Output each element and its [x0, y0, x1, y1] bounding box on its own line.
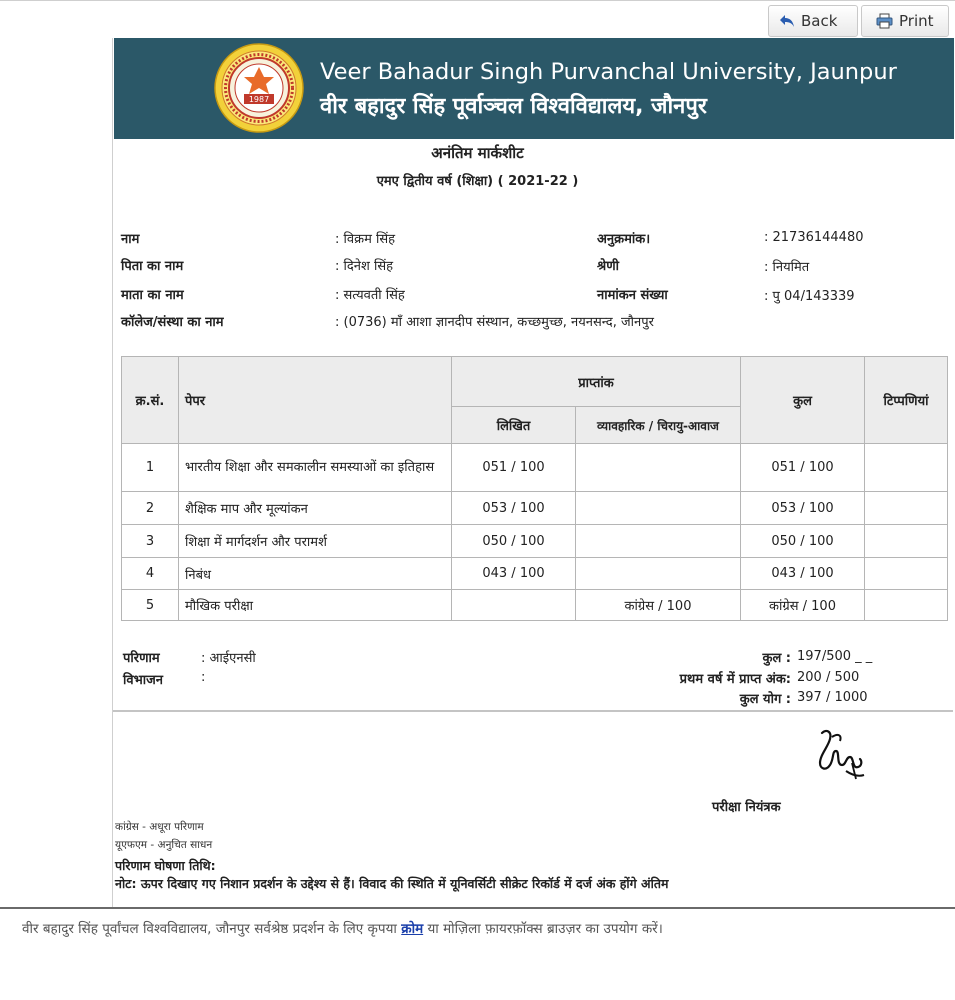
- exam-controller-label: परीक्षा नियंत्रक: [712, 800, 781, 815]
- row-total: 051 / 100: [741, 444, 865, 492]
- row-sno: 4: [122, 558, 179, 590]
- row-sno: 1: [122, 444, 179, 492]
- back-arrow-icon: [779, 14, 795, 28]
- total-value: 197/500 _ _: [797, 649, 873, 664]
- table-row: [122, 492, 948, 525]
- university-name-hindi: वीर बहादुर सिंह पूर्वाञ्चल विश्वविद्यालय, जौनपुर: [320, 94, 707, 119]
- header-practical: व्यावहारिक / चिरायु-आवाज: [576, 407, 741, 444]
- enrolment-label: नामांकन संख्या: [597, 288, 668, 303]
- legend-item: कांग्रेस - अधूरा परिणाम: [115, 821, 204, 833]
- footer-text-before: वीर बहादुर सिंह पूर्वांचल विश्वविद्यालय, जौनपुर सर्वश्रेष्ठ प्रदर्शन के लिए कृपया: [22, 921, 402, 937]
- header-paper: पेपर: [179, 357, 452, 444]
- roll-number-label: अनुक्रमांक।: [597, 232, 651, 247]
- name-label: नाम: [121, 232, 140, 247]
- controller-signature: [812, 725, 870, 787]
- result-label: परिणाम: [123, 651, 160, 666]
- father-name-value: : दिनेश सिंह: [335, 259, 394, 274]
- row-written: 051 / 100: [452, 444, 576, 492]
- row-paper: निबंध: [179, 558, 452, 590]
- row-total: 053 / 100: [741, 492, 865, 525]
- back-label: Back: [801, 12, 838, 30]
- grand-total-value: 397 / 1000: [797, 690, 868, 705]
- father-name-label: पिता का नाम: [121, 259, 184, 274]
- college-label: कॉलेज/संस्था का नाम: [121, 315, 224, 330]
- row-practical: [576, 525, 741, 558]
- document-subtitle: एमए द्वितीय वर्ष (शिक्षा) ( 2021-22 ): [376, 174, 579, 189]
- document-title: अनंतिम मार्कशीट: [431, 144, 524, 162]
- browser-recommendation: [22, 919, 663, 937]
- mother-name-label: माता का नाम: [121, 288, 184, 303]
- row-written: 050 / 100: [452, 525, 576, 558]
- header-obtained: प्राप्तांक: [452, 357, 741, 407]
- header-total: कुल: [741, 357, 865, 444]
- header-sno: क्र.सं.: [122, 357, 179, 444]
- footer-text-after: या मोज़िला फ़ायरफ़ॉक्स ब्राउज़र का उपयोग करें।: [423, 921, 663, 937]
- row-total: 050 / 100: [741, 525, 865, 558]
- university-banner: [114, 38, 954, 139]
- row-paper: शैक्षिक माप और मूल्यांकन: [179, 492, 452, 525]
- header-written: लिखित: [452, 407, 576, 444]
- category-value: : नियमित: [764, 260, 810, 275]
- row-remarks: [865, 444, 948, 492]
- university-seal-logo: [214, 43, 304, 133]
- table-row: [122, 590, 948, 621]
- row-remarks: [865, 590, 948, 621]
- college-value: : (0736) माँ आशा ज्ञानदीप संस्थान, कच्छमुच्छ, नयनसन्द, जौनपुर: [335, 315, 654, 330]
- row-remarks: [865, 558, 948, 590]
- result-value: : आईएनसी: [201, 651, 256, 666]
- grand-total-label: कुल योग :: [739, 692, 791, 707]
- back-button[interactable]: [768, 5, 858, 37]
- row-sno: 3: [122, 525, 179, 558]
- row-written: [452, 590, 576, 621]
- row-paper: मौखिक परीक्षा: [179, 590, 452, 621]
- row-paper: शिक्षा में मार्गदर्शन और परामर्श: [179, 525, 452, 558]
- row-practical: [576, 492, 741, 525]
- row-practical: [576, 558, 741, 590]
- legend-item: यूएफएम - अनुचित साधन: [115, 839, 213, 851]
- total-label: कुल :: [762, 651, 791, 666]
- division-value: :: [201, 670, 206, 685]
- first-year-value: 200 / 500: [797, 670, 860, 685]
- row-written: 043 / 100: [452, 558, 576, 590]
- roll-number-value: : 21736144480: [764, 230, 864, 245]
- table-row: [122, 558, 948, 590]
- result-declaration-date-label: परिणाम घोषणा तिथि:: [115, 858, 216, 873]
- row-practical: कांग्रेस / 100: [576, 590, 741, 621]
- mother-name-value: : सत्यवती सिंह: [335, 288, 405, 303]
- table-row: [122, 525, 948, 558]
- table-row: [122, 444, 948, 492]
- row-written: 053 / 100: [452, 492, 576, 525]
- row-remarks: [865, 492, 948, 525]
- enrolment-value: : पु 04/143339: [764, 289, 855, 304]
- top-border: [0, 0, 955, 1]
- name-value: : विक्रम सिंह: [335, 232, 396, 247]
- division-label: विभाजन: [123, 673, 163, 688]
- print-button[interactable]: [861, 5, 949, 37]
- row-total: 043 / 100: [741, 558, 865, 590]
- printer-icon: [876, 13, 893, 29]
- first-year-label: प्रथम वर्ष में प्राप्त अंक:: [679, 672, 791, 687]
- chrome-link[interactable]: क्रोम: [401, 921, 424, 937]
- category-label: श्रेणी: [597, 259, 619, 274]
- disclaimer-note: नोट: ऊपर दिखाए गए निशान प्रदर्शन के उद्देश्य से हैं। विवाद की स्थिति में यूनिवर्सिटी सीक्रेट रिकॉर्ड में दर्ज अंक होंगे अंतिम: [115, 876, 669, 891]
- row-total: कांग्रेस / 100: [741, 590, 865, 621]
- header-remarks: टिप्पणियां: [865, 357, 948, 444]
- row-paper: भारतीय शिक्षा और समकालीन समस्याओं का इतिहास: [179, 444, 452, 492]
- row-sno: 2: [122, 492, 179, 525]
- row-sno: 5: [122, 590, 179, 621]
- print-label: Print: [899, 12, 934, 30]
- university-name-english: Veer Bahadur Singh Purvanchal University, Jaunpur: [320, 59, 897, 85]
- footer-divider: [0, 907, 955, 909]
- marks-table: [121, 356, 948, 621]
- row-remarks: [865, 525, 948, 558]
- svg-text:1987: 1987: [248, 95, 270, 104]
- row-practical: [576, 444, 741, 492]
- section-divider: [113, 710, 953, 712]
